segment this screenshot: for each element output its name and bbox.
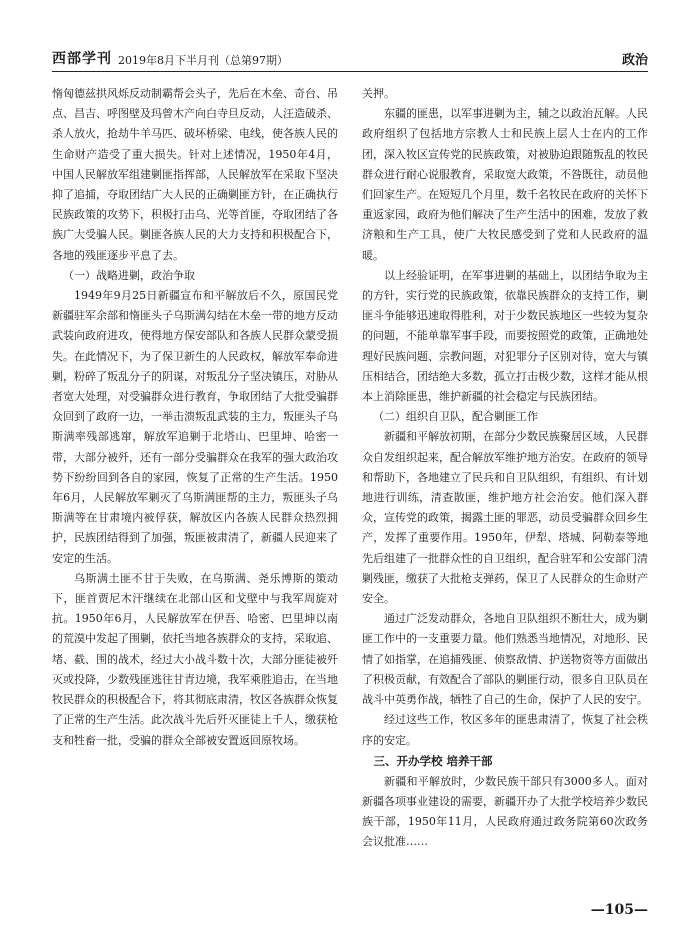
subsection-heading: （一）战略进剿，政治争取 — [63, 268, 195, 282]
paragraph: 关押。 — [362, 87, 395, 100]
paragraph: 1949年9月25日新疆宣布和平解放后不久，原国民党新疆驻军余部和惰匪头子乌斯满勾结在木垒一带的地方反动武装向政府进攻，使得地方保安部队和各族人民群众蒙受损失。在此情况下，为了保卫新生的人民政权，解放军奉命进剿，粉碎了叛乱分子的阴谋，对叛乱分子坚决镇压，对胁从者宽大处理，对受骗群众进行教育，争取团结了大批受骗群众回到了政府一边，一举击溃叛乱武装的主力，叛匪头子乌斯满率残部逃窜，解放军追剿于北塔山、巴里坤、哈密一带，大部分被歼，还有一部分受骗群众在我军的强大政治攻势下纷纷回到各自的家园，恢复了正常的生产生活。1950年6月，人民解放军剿灭了乌斯满匪帮的主力，叛匪头子乌斯满等在甘肃境内被俘获，解放区内各族人民群众热烈拥护，民族团结得到了加强，叛匪被肃清了，新疆人民迎来了安定的生活。 — [52, 289, 338, 565]
paragraph: 通过广泛发动群众，各地自卫队组织不断壮大，成为剿匪工作中的一支重要力量。他们熟悉当地情况，对地形、民情了如指掌，在追捕残匪、侦察敌情、护送物资等方面做出了积极贡献，有效配合了部队的剿匪行动，很多自卫队员在战斗中英勇作战，牺牲了自己的生命，保护了人民的安宁。 — [362, 612, 648, 707]
paragraph: 新疆和平解放时，少数民族干部只有3000多人。面对新疆各项事业建设的需要，新疆开办了大批学校培养少数民族干部，1950年11月，人民政府通过政务院第60次政务会议批准…… — [362, 774, 648, 849]
running-header — [52, 44, 648, 72]
left-column — [52, 84, 338, 904]
journal-logo: 西部学刊 — [52, 51, 112, 67]
paragraph: 东疆的匪患，以军事进剿为主，辅之以政治瓦解。人民政府组织了包括地方宗教人士和民族上层人士在内的工作团，深入牧区宣传党的民族政策，对被胁迫跟随叛乱的牧民群众进行耐心说服教育，采取宽大政策，不咎既往，动员他们回家生产。在短短几个月里，数千名牧民在政府的关怀下重返家园，政府为他们解决了生产生活中的困难，发放了救济粮和生产工具，使广大牧民感受到了党和人民政府的温暖。 — [362, 107, 648, 262]
section-label: 政治 — [621, 53, 648, 68]
issue-info: 2019年8月下半月刊（总第97期） — [118, 54, 288, 67]
paragraph: 经过这些工作，牧区多年的匪患肃清了，恢复了社会秩序的安定。 — [362, 713, 648, 747]
paragraph: 惰匈德兹拱风烁反动制霸帮会头子，先后在木垒、奇台、吊点、昌吉、呼图壁及玛曾木产向白寺旦反动，人汪造破杀、杀人放火，抢劫牛羊马匹、破坏桥梁、电线，使各族人民的生命财产造受了重大损失。针对上述情况，1950年4月，中国人民解放军组建剿匪指挥部，人民解放军在采取下坚决抑了追捕，夺取团结广大人民的正确剿匪方针，在正确执行民族政策的攻势下，积极打击乌、光等首匪，夺取团结了各族广大受骗人民。剿匪各族人民的大力支持和积极配合下，各地的残匪逐步平息了去。 — [52, 87, 338, 262]
section-heading: 三、开办学校 培养干部 — [373, 753, 493, 768]
subsection-heading: （二）组织自卫队，配合剿匪工作 — [373, 410, 538, 424]
right-column — [362, 84, 648, 904]
paragraph: 新疆和平解放初期，在部分少数民族聚居区域，人民群众自发组织起来，配合解放军维护地方治安。在政府的领导和帮助下，各地建立了民兵和自卫队组织，有组织、有计划地进行训练，清查散匪，维护地方社会治安。他们深入群众，宣传党的政策，揭露土匪的罪恶，动员受骗群众回乡生产，发挥了重要作用。1950年，伊犁、塔城、阿勒泰等地先后组建了一批群众性的自卫组织，配合驻军和公安部门清剿残匪，缴获了大批枪支弹药，保卫了人民群众的生命财产安全。 — [362, 430, 648, 606]
paragraph: 乌斯满土匪不甘于失败，在乌斯满、尧乐博斯的策动下，匪首贾尼木汗继续在北部山区和戈壁中与我军周旋对抗。1950年6月，人民解放军在伊吾、哈密、巴里坤以南的荒漠中发起了围剿，依托当地各族群众的支持，采取追、堵、截、围的战术，经过大小战斗数十次，大部分匪徒被歼灭或投降，少数残匪逃往甘青边境，我军乘胜追击，在当地牧民群众的积极配合下，将其彻底肃清，牧区各族群众恢复了正常的生产生活。此次战斗先后歼灭匪徒上千人，缴获枪支和牲畜一批，受骗的群众全部被安置返回原牧场。 — [52, 571, 338, 747]
paragraph: 以上经验证明，在军事进剿的基础上，以团结争取为主的方针，实行党的民族政策，依靠民族群众的支持工作，剿匪斗争能够迅速取得胜利，对于少数民族地区一些较为复杂的问题，不能单靠军事手段，而要按照党的政策，正确地处理好民族问题、宗教问题，对犯罪分子区别对待，宽大与镇压相结合，团结绝大多数，孤立打击极少数，这样才能从根本上消除匪患，维护新疆的社会稳定与民族团结。 — [362, 268, 648, 404]
page-number: —105— — [590, 902, 648, 918]
